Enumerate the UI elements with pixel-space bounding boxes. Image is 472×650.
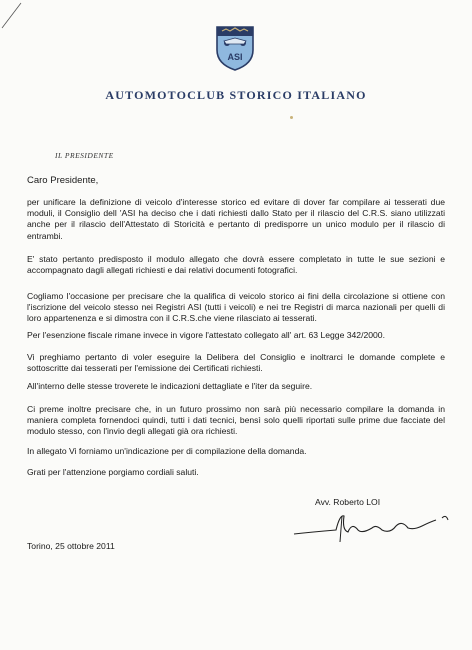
handwritten-signature bbox=[292, 508, 462, 544]
paragraph-request: Vi preghiamo pertanto di voler eseguire la Delibera del Consiglio e inoltrarci le domande complete e sottoscritte dai tesserati per l'emissione dei Certificati richiesti. bbox=[27, 352, 445, 374]
place-date: Torino, 25 ottobre 2011 bbox=[27, 541, 115, 551]
paragraph-unified-form: per unificare la definizione di veicolo d'interesse storico ed evitare di dover far compilare ai tesserati due moduli, il Consiglio dell 'ASI ha deciso che i dati richiesti dallo Stato per il rilascio del C.R.S. siano utilizzati anche per il rilascio dell'Attestato di Storicità e pertanto di predisporre un unico modulo per il rilascio di entrambi. bbox=[27, 197, 445, 241]
pen-mark bbox=[0, 0, 24, 30]
club-name-heading: AUTOMOTOCLUB STORICO ITALIANO bbox=[105, 88, 367, 102]
asi-emblem-logo bbox=[214, 24, 256, 72]
signer-name: Avv. Roberto LOI bbox=[315, 497, 381, 507]
paragraph-form-prepared: E' stato pertanto predisposto il modulo allegato che dovrà essere completato in tutte le sue sezioni e accompagnato dagli allegati richiesti e dai relativi documenti fotografici. bbox=[27, 254, 445, 276]
paragraph-tax-exemption: Per l'esenzione fiscale rimane invece in vigore l'attestato collegato all' art. 63 Legge 342/2000. bbox=[27, 330, 385, 340]
paragraph-instructions: All'interno delle stesse troverete le indicazioni dettagliate e l'iter da seguire. bbox=[27, 381, 313, 391]
office-label: IL PRESIDENTE bbox=[55, 151, 114, 160]
paragraph-attachment: In allegato Vi forniamo un'indicazione per di compilazione della domanda. bbox=[27, 446, 307, 456]
paragraph-closing: Grati per l'attenzione porgiamo cordiali saluti. bbox=[27, 467, 199, 477]
emblem-text: ASI bbox=[227, 52, 243, 62]
decorative-dot bbox=[290, 116, 293, 119]
salutation: Caro Presidente, bbox=[27, 175, 99, 186]
paragraph-historic-qualification: Cogliamo l'occasione per precisare che la qualifica di veicolo storico ai fini della circolazione si ottiene con l'iscrizione del veicolo stesso nei Registri ASI (tutti i veicoli) e nei tre Registri di marca nazionali per quelli di loro appartenenza e si dimostra con il C.R.S.che viene rilasciato ai tesserati. bbox=[27, 291, 445, 324]
paragraph-future-simplification: Ci preme inoltre precisare che, in un futuro prossimo non sarà più necessario compilare la domanda in maniera completa fornendoci quindi, tutti i dati tecnici, bensì solo quelli riportati sulle prime due facciate del modulo stesso, con l'invio degli allegati già ora richiesti. bbox=[27, 404, 445, 437]
